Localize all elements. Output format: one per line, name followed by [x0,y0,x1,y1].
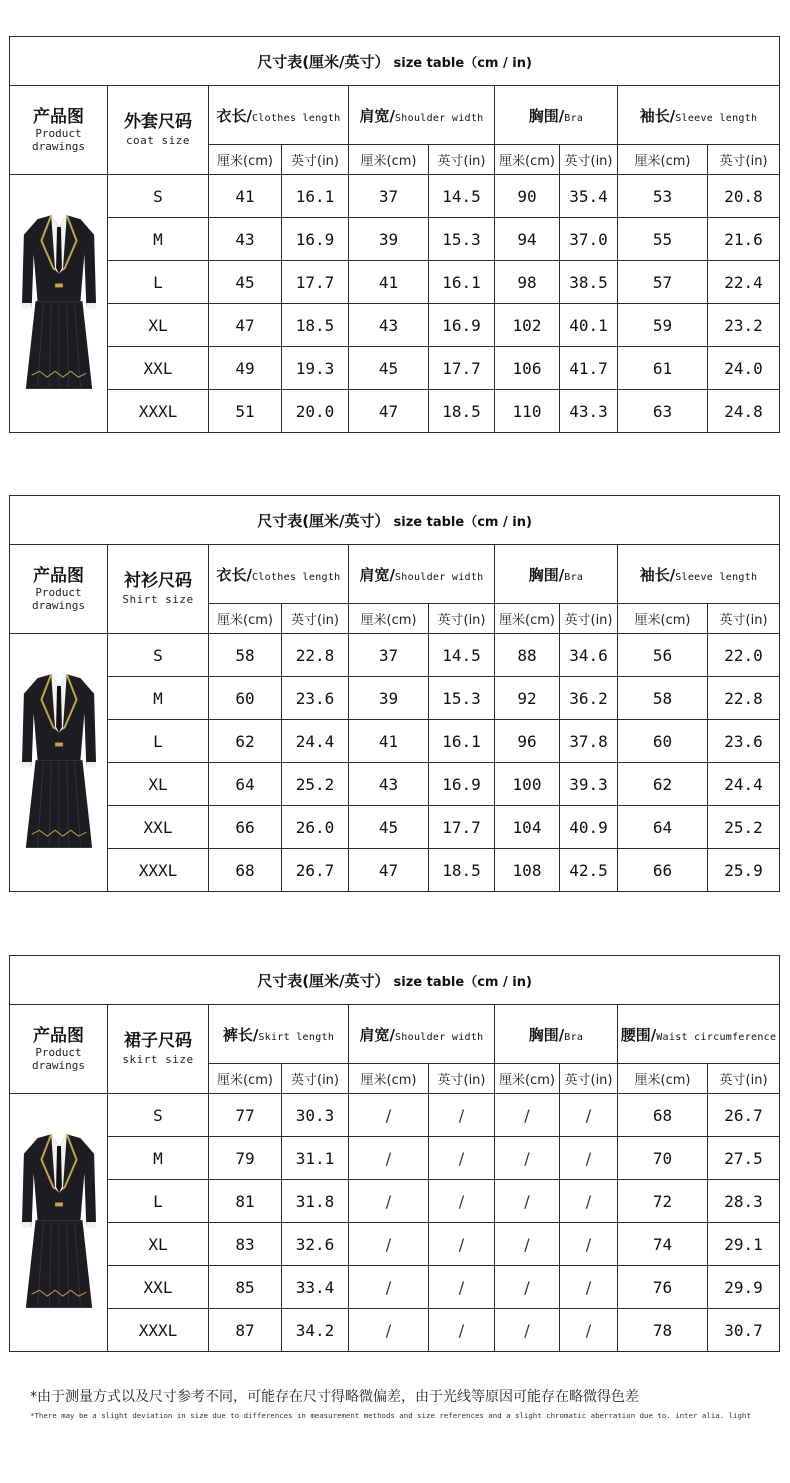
measurement-cell: 16.9 [429,763,495,806]
measurement-cell: 102 [495,304,560,347]
size-cell: L [108,1180,209,1223]
unit-header: 厘米(cm) [618,145,708,175]
table-row [10,849,780,892]
size-cell: XL [108,304,209,347]
measurement-cell: / [429,1309,495,1352]
unit-header: 厘米(cm) [618,604,708,634]
measurement-cell: 104 [495,806,560,849]
measurement-cell: 29.9 [708,1266,780,1309]
unit-header: 厘米(cm) [209,1064,282,1094]
measurement-cell: / [349,1094,429,1137]
measurement-cell: 64 [618,806,708,849]
group-label-cn: 肩宽/ [359,565,395,584]
measurement-cell: 41 [349,261,429,304]
measurement-cell: 98 [495,261,560,304]
measurement-cell: 37.8 [560,720,618,763]
measurement-group-header [349,1005,495,1064]
size-label-cn: 裙子尺码 [124,1031,192,1051]
measurement-group-header [209,545,349,604]
size-label-cn: 外套尺码 [124,112,192,132]
unit-header: 英寸(in) [282,145,349,175]
group-label-en: Bra [564,571,584,583]
unit-header: 厘米(cm) [349,1064,429,1094]
table-row [10,677,780,720]
measurement-cell: 62 [209,720,282,763]
measurement-cell: 22.4 [708,261,780,304]
measurement-cell: / [495,1266,560,1309]
group-label-cn: 肩宽/ [359,106,395,125]
measurement-cell: 64 [209,763,282,806]
measurement-cell: 24.8 [708,390,780,433]
table-title-cn: 尺寸表(厘米/英寸） [257,971,390,990]
unit-header: 英寸(in) [429,604,495,634]
measurement-cell: 39 [349,218,429,261]
measurement-cell: 45 [349,806,429,849]
group-label-en: Shoulder width [394,571,484,583]
unit-header: 厘米(cm) [495,1064,560,1094]
measurement-cell: 35.4 [560,175,618,218]
measurement-cell: 41 [349,720,429,763]
table-title-cn: 尺寸表(厘米/英寸） [257,511,390,530]
measurement-cell: 79 [209,1137,282,1180]
measurement-cell: 41.7 [560,347,618,390]
measurement-cell: 24.4 [282,720,349,763]
size-label-en: coat size [125,134,191,147]
measurement-cell: / [495,1309,560,1352]
table-title-en: size table（cm / in) [393,55,532,71]
measurement-cell: 15.3 [429,677,495,720]
group-label-en: Shoulder width [394,112,484,124]
group-label-cn: 袖长/ [639,106,676,125]
unit-header: 英寸(in) [282,1064,349,1094]
product-image-header [10,1005,108,1094]
measurement-cell: / [349,1137,429,1180]
size-header [108,86,209,175]
measurement-cell: 94 [495,218,560,261]
product-label-en: Product [35,127,82,140]
size-cell: XXXL [108,390,209,433]
group-label-en: Skirt length [258,1031,335,1043]
measurement-group-header [618,545,780,604]
unit-header: 英寸(in) [282,604,349,634]
measurement-cell: 85 [209,1266,282,1309]
measurement-cell: 36.2 [560,677,618,720]
unit-header: 厘米(cm) [495,604,560,634]
measurement-group-header [495,86,618,145]
group-label-cn: 胸围/ [528,1025,565,1044]
measurement-group-header [495,1005,618,1064]
measurement-cell: / [429,1223,495,1266]
measurement-cell: 40.9 [560,806,618,849]
measurement-cell: 23.2 [708,304,780,347]
uniform-product-image [20,668,98,858]
measurement-cell: 20.8 [708,175,780,218]
table-row [10,390,780,433]
measurement-cell: 39 [349,677,429,720]
measurement-cell: 43 [209,218,282,261]
table-row [10,175,780,218]
measurement-cell: 51 [209,390,282,433]
measurement-group-header [618,86,780,145]
measurement-cell: 78 [618,1309,708,1352]
group-label-cn: 衣长/ [216,565,252,584]
group-label-cn: 腰围/ [620,1025,657,1044]
measurement-cell: 26.0 [282,806,349,849]
table-row [10,1266,780,1309]
measurement-cell: 70 [618,1137,708,1180]
product-label-en: Product [35,586,82,599]
group-label-cn: 肩宽/ [359,1025,395,1044]
size-cell: M [108,218,209,261]
measurement-cell: 37 [349,634,429,677]
measurement-cell: 74 [618,1223,708,1266]
measurement-group-header [618,1005,780,1064]
measurement-cell: / [349,1309,429,1352]
measurement-cell: 90 [495,175,560,218]
table-row [10,261,780,304]
measurement-cell: 47 [209,304,282,347]
measurement-cell: 106 [495,347,560,390]
measurement-cell: 34.6 [560,634,618,677]
size-cell: XXXL [108,1309,209,1352]
product-label-en: Product [35,1046,82,1059]
measurement-cell: 45 [349,347,429,390]
uniform-product-image [20,209,98,399]
measurement-cell: 16.9 [429,304,495,347]
measurement-cell: 110 [495,390,560,433]
measurement-cell: 29.1 [708,1223,780,1266]
measurement-cell: 45 [209,261,282,304]
measurement-cell: 26.7 [708,1094,780,1137]
measurement-cell: 22.8 [282,634,349,677]
measurement-cell: 96 [495,720,560,763]
table-row [10,1137,780,1180]
measurement-cell: 60 [209,677,282,720]
group-label-en: Shoulder width [394,1031,484,1043]
group-label-en: Sleeve length [675,571,758,583]
size-header [108,1005,209,1094]
measurement-cell: 47 [349,849,429,892]
measurement-cell: / [495,1223,560,1266]
measurement-cell: 18.5 [282,304,349,347]
measurement-cell: 58 [618,677,708,720]
size-cell: XXL [108,347,209,390]
measurement-cell: 68 [209,849,282,892]
footnote-english: *There may be a slight deviation in size due to differences in measurement methods and size references and a slight chromatic aberration due to. inter alia. light [30,1411,751,1420]
product-label-cn: 产品图 [33,107,84,127]
measurement-cell: 37.0 [560,218,618,261]
unit-header: 英寸(in) [708,1064,780,1094]
unit-header: 厘米(cm) [618,1064,708,1094]
measurement-cell: 17.7 [429,806,495,849]
table-row [10,1180,780,1223]
measurement-cell: / [495,1094,560,1137]
group-label-en: Bra [564,112,584,124]
unit-header: 英寸(in) [708,145,780,175]
table-title [10,37,780,86]
measurement-cell: / [560,1223,618,1266]
measurement-cell: 25.9 [708,849,780,892]
product-image-header [10,545,108,634]
measurement-cell: 21.6 [708,218,780,261]
uniform-product-image [20,1128,98,1318]
group-label-en: Bra [564,1031,584,1043]
group-label-en: Waist circumference [656,1031,777,1043]
measurement-cell: 41 [209,175,282,218]
measurement-cell: 30.7 [708,1309,780,1352]
table-row [10,1223,780,1266]
measurement-cell: 16.1 [282,175,349,218]
measurement-cell: 87 [209,1309,282,1352]
measurement-cell: / [429,1266,495,1309]
measurement-cell: 108 [495,849,560,892]
measurement-cell: 17.7 [282,261,349,304]
unit-header: 厘米(cm) [349,145,429,175]
measurement-group-header [209,86,349,145]
measurement-cell: 58 [209,634,282,677]
group-label-cn: 衣长/ [216,106,252,125]
measurement-cell: 22.0 [708,634,780,677]
table-title-cn: 尺寸表(厘米/英寸） [257,52,390,71]
table-row [10,806,780,849]
measurement-cell: 42.5 [560,849,618,892]
table-title [10,496,780,545]
table-row [10,304,780,347]
unit-header: 英寸(in) [560,145,618,175]
size-cell: XL [108,763,209,806]
measurement-cell: 43 [349,304,429,347]
measurement-cell: 31.8 [282,1180,349,1223]
measurement-cell: 14.5 [429,634,495,677]
size-cell: S [108,1094,209,1137]
measurement-cell: 16.1 [429,261,495,304]
product-label-en2: drawings [32,1059,85,1072]
measurement-cell: 62 [618,763,708,806]
table-title-en: size table（cm / in) [393,974,532,990]
table-row [10,634,780,677]
measurement-cell: 72 [618,1180,708,1223]
measurement-cell: 15.3 [429,218,495,261]
measurement-cell: 16.9 [282,218,349,261]
measurement-cell: / [349,1266,429,1309]
unit-header: 厘米(cm) [495,145,560,175]
measurement-cell: / [349,1180,429,1223]
group-label-en: Clothes length [251,571,341,583]
unit-header: 英寸(in) [708,604,780,634]
product-image-cell [10,175,108,433]
measurement-cell: 88 [495,634,560,677]
measurement-cell: / [349,1223,429,1266]
size-label-cn: 衬衫尺码 [124,571,192,591]
unit-header: 厘米(cm) [209,145,282,175]
group-label-en: Clothes length [251,112,341,124]
measurement-cell: / [560,1094,618,1137]
size-label-en: skirt size [122,1053,194,1066]
measurement-cell: 26.7 [282,849,349,892]
measurement-cell: 77 [209,1094,282,1137]
measurement-cell: 47 [349,390,429,433]
measurement-cell: 18.5 [429,390,495,433]
measurement-cell: 33.4 [282,1266,349,1309]
size-table [9,955,780,1352]
measurement-cell: 34.2 [282,1309,349,1352]
unit-header: 英寸(in) [429,1064,495,1094]
measurement-cell: 27.5 [708,1137,780,1180]
product-image-cell [10,1094,108,1352]
group-label-en: Sleeve length [675,112,758,124]
measurement-group-header [495,545,618,604]
measurement-group-header [209,1005,349,1064]
table-row [10,763,780,806]
measurement-cell: 38.5 [560,261,618,304]
product-label-en2: drawings [32,140,85,153]
measurement-cell: / [429,1094,495,1137]
product-label-en2: drawings [32,599,85,612]
measurement-cell: 59 [618,304,708,347]
table-row [10,218,780,261]
table-row [10,1094,780,1137]
measurement-cell: 24.0 [708,347,780,390]
measurement-cell: 30.3 [282,1094,349,1137]
measurement-cell: 16.1 [429,720,495,763]
measurement-cell: 49 [209,347,282,390]
size-cell: M [108,677,209,720]
table-row [10,1309,780,1352]
measurement-cell: 68 [618,1094,708,1137]
measurement-cell: / [495,1137,560,1180]
unit-header: 厘米(cm) [349,604,429,634]
size-table [9,36,780,433]
measurement-cell: 100 [495,763,560,806]
group-label-cn: 裤长/ [222,1025,259,1044]
size-header [108,545,209,634]
group-label-cn: 袖长/ [639,565,676,584]
unit-header: 英寸(in) [429,145,495,175]
measurement-cell: 39.3 [560,763,618,806]
size-cell: L [108,261,209,304]
measurement-cell: / [560,1309,618,1352]
size-cell: XL [108,1223,209,1266]
measurement-cell: 14.5 [429,175,495,218]
measurement-cell: 81 [209,1180,282,1223]
product-image-cell [10,634,108,892]
footnote-chinese: *由于测量方式以及尺寸参考不同，可能存在尺寸得略微偏差，由于光线等原因可能存在略微得色差 [30,1389,639,1405]
measurement-cell: 20.0 [282,390,349,433]
measurement-cell: / [495,1180,560,1223]
product-image-header [10,86,108,175]
measurement-cell: 37 [349,175,429,218]
measurement-cell: 92 [495,677,560,720]
measurement-cell: 25.2 [282,763,349,806]
product-label-cn: 产品图 [33,1026,84,1046]
table-row [10,720,780,763]
measurement-cell: 23.6 [708,720,780,763]
measurement-cell: 40.1 [560,304,618,347]
measurement-cell: 55 [618,218,708,261]
measurement-cell: 53 [618,175,708,218]
measurement-cell: 25.2 [708,806,780,849]
size-cell: M [108,1137,209,1180]
size-cell: S [108,634,209,677]
measurement-cell: / [560,1180,618,1223]
size-table [9,495,780,892]
measurement-cell: 61 [618,347,708,390]
measurement-cell: 63 [618,390,708,433]
measurement-cell: 66 [618,849,708,892]
size-label-en: Shirt size [122,593,194,606]
unit-header: 英寸(in) [560,604,618,634]
unit-header: 厘米(cm) [209,604,282,634]
measurement-cell: 32.6 [282,1223,349,1266]
measurement-cell: / [429,1180,495,1223]
table-row [10,347,780,390]
measurement-group-header [349,86,495,145]
table-title-en: size table（cm / in) [393,514,532,530]
size-cell: L [108,720,209,763]
measurement-cell: 60 [618,720,708,763]
group-label-cn: 胸围/ [528,565,565,584]
measurement-cell: 28.3 [708,1180,780,1223]
measurement-cell: 19.3 [282,347,349,390]
measurement-cell: 76 [618,1266,708,1309]
measurement-cell: / [560,1266,618,1309]
size-cell: S [108,175,209,218]
group-label-cn: 胸围/ [528,106,565,125]
table-title [10,956,780,1005]
measurement-group-header [349,545,495,604]
measurement-cell: 31.1 [282,1137,349,1180]
measurement-cell: 56 [618,634,708,677]
measurement-cell: 66 [209,806,282,849]
measurement-cell: / [560,1137,618,1180]
measurement-cell: 17.7 [429,347,495,390]
measurement-cell: 43.3 [560,390,618,433]
measurement-cell: 57 [618,261,708,304]
size-cell: XXL [108,806,209,849]
measurement-cell: 43 [349,763,429,806]
product-label-cn: 产品图 [33,566,84,586]
measurement-cell: 83 [209,1223,282,1266]
unit-header: 英寸(in) [560,1064,618,1094]
measurement-cell: 23.6 [282,677,349,720]
measurement-cell: 22.8 [708,677,780,720]
size-cell: XXL [108,1266,209,1309]
measurement-cell: / [429,1137,495,1180]
measurement-cell: 24.4 [708,763,780,806]
measurement-cell: 18.5 [429,849,495,892]
size-cell: XXXL [108,849,209,892]
